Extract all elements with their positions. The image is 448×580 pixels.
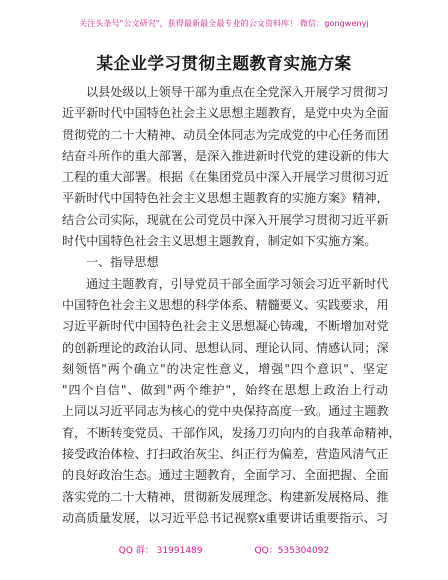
paragraph-line: 通过主题教育，引导党员干部全面学习领会习近平新时代 xyxy=(86,276,389,291)
paragraph-line: 刻领悟"两个确立"的决定性意义，增强"四个意识"、坚定 xyxy=(62,361,388,376)
section-heading: 一、指导思想 xyxy=(86,255,159,270)
document-title: 某企业学习贯彻主题教育实施方案 xyxy=(96,54,352,73)
paragraph-line: 工程的重大部署。根据《在集团党员中深入开展学习贯彻习近 xyxy=(62,170,389,185)
footer-contact xyxy=(0,543,448,556)
paragraph-line: 育，不断转变党员、干部作风，发扬刀刃向内的自我革命精神， xyxy=(62,425,401,440)
paragraph-line: 的良好政治生态。通过主题教育，全面学习、全面把握、全面 xyxy=(62,468,389,483)
qq-number-text: QQ：535304092 xyxy=(254,546,330,556)
paragraph-line: 时代中国特色社会主义思想主题教育，制定如下实施方案。 xyxy=(62,234,377,249)
paragraph-line: 动高质量发展，以习近平总书记视察x重要讲话重要指示、习 xyxy=(62,510,388,525)
paragraph-line: 贯彻党的二十大精神、动员全体同志为完成党的中心任务而团 xyxy=(62,127,389,142)
paragraph-line: 接受政治体检、打扫政治灰尘、纠正行为偏差，营造风清气正 xyxy=(62,447,389,462)
paragraph-line: 结奋斗所作的重大部署，是深入推进新时代党的建设新的伟大 xyxy=(62,148,389,163)
paragraph-line: 中国特色社会主义思想的科学体系、精髓要义、实践要求，用 xyxy=(62,297,389,312)
paragraph-line: "四个自信"、做到"两个维护"，始终在思想上政治上行动 xyxy=(62,383,388,398)
paragraph-line: 的创新理论的政治认同、思想认同、理论认同、情感认同；深 xyxy=(62,340,389,355)
paragraph-line: 以县处级以上领导干部为重点在全党深入开展学习贯彻习 xyxy=(86,85,389,99)
paragraph-line: 平新时代中国特色社会主义思想主题教育的实施方案》精神， xyxy=(62,191,389,206)
document-body xyxy=(62,82,401,529)
qq-group-text: QQ 群： 31991489 xyxy=(118,546,203,556)
paragraph-line: 习近平新时代中国特色社会主义思想凝心铸魂，不断增加对党 xyxy=(62,319,389,334)
paragraph-line: 结合公司实际，现就在公司党员中深入开展学习贯彻习近平新 xyxy=(62,212,389,227)
header-banner: 关注头条号"公文研究"，获得最新最全最专业的公文资料库！ 微信：gongwenyj xyxy=(79,19,369,28)
paragraph-line: 上同以习近平同志为核心的党中央保持高度一致。通过主题教 xyxy=(62,404,389,419)
paragraph-line: 近平新时代中国特色社会主义思想主题教育，是党中央为全面 xyxy=(62,106,389,121)
paragraph-line: 落实党的二十大精神，贯彻新发展理念、构建新发展格局、推 xyxy=(62,489,389,504)
